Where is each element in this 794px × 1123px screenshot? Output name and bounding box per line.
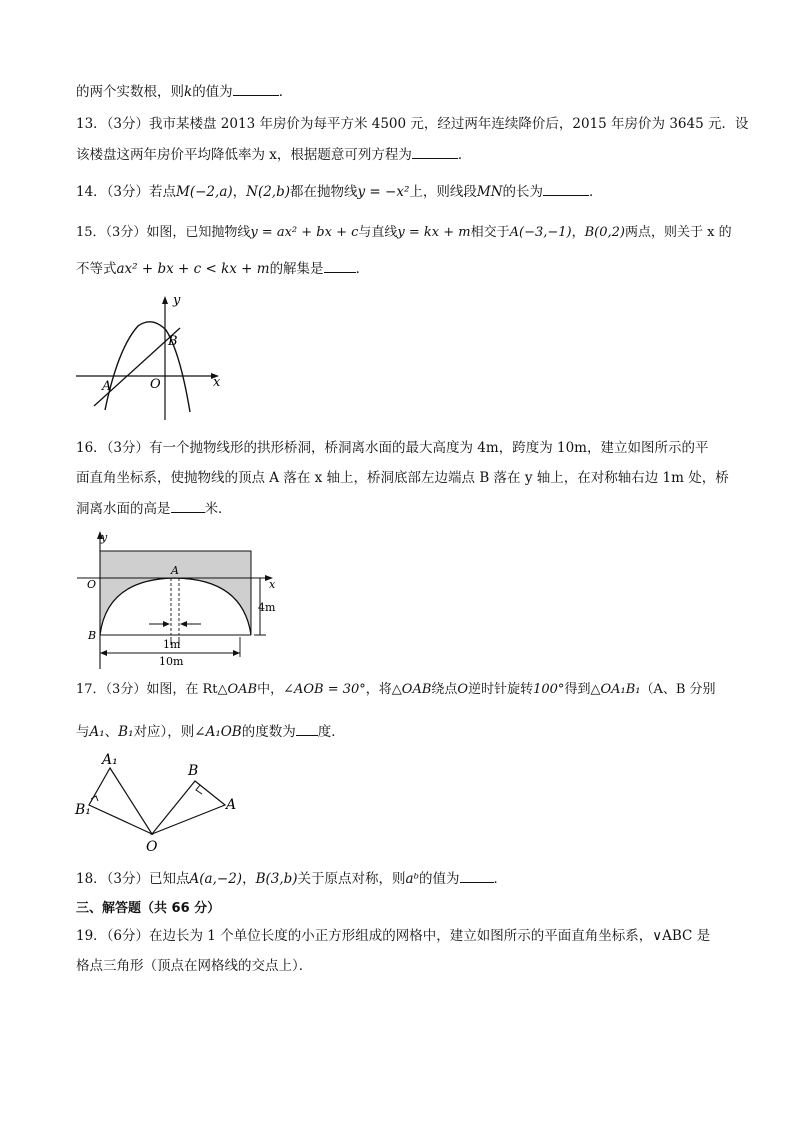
label-x: x bbox=[213, 375, 221, 390]
q14: 14．（3分）若点M(−2,a)，N(2,b)都在抛物线y = −x²上，则线段MN的长为 ． bbox=[76, 181, 603, 202]
q16-line1: 16．（3分）有一个抛物线形的拱形桥洞，桥洞离水面的最大高度为 4m，跨度为 10m，建立如图所示的平 bbox=[76, 440, 709, 456]
q16-line3: 洞离水面的高是 米． bbox=[76, 498, 232, 519]
label-y: y bbox=[101, 531, 108, 544]
q16-line2: 面直角坐标系，使抛物线的顶点 A 落在 x 轴上，桥洞底部左边端点 B 落在 y 轴上，在对称轴右边 1m 处，桥 bbox=[76, 470, 729, 486]
q15-line2: 不等式ax² + bx + c < kx + m的解集是 ． bbox=[76, 258, 369, 279]
label-O: O bbox=[87, 578, 97, 591]
label-y: y bbox=[173, 293, 181, 308]
q19-line2: 格点三角形（顶点在网格线的交点上）． bbox=[76, 958, 313, 974]
q18: 18．（3分）已知点A(a,−2)，B(3,b)关于原点对称，则aᵇ的值为 ． bbox=[76, 868, 507, 889]
triangle-OAB bbox=[152, 781, 225, 834]
y-axis-arrow bbox=[162, 296, 168, 304]
q13-line2: 该楼盘这两年房价平均降低率为 x，根据题意可列方程为 ． bbox=[76, 144, 471, 165]
label-10m: 10m bbox=[159, 655, 184, 668]
q17-line1: 17．（3分）如图，在 Rt△OAB中，∠AOB = 30°，将△OAB绕点O逆时针旋转100°得到△OA₁B₁（A、B 分别 bbox=[76, 682, 716, 697]
answer-blank[interactable] bbox=[324, 258, 356, 273]
label-A: A bbox=[226, 797, 237, 813]
section-heading: 三、解答题（共 66 分） bbox=[76, 901, 221, 916]
label-O: O bbox=[146, 839, 158, 855]
q12-tail: 的两个实数根，则k的值为 ． bbox=[76, 81, 292, 102]
figure-16-bridge-arch bbox=[75, 527, 290, 669]
q17-line2: 与A₁、B₁对应），则∠A₁OB的度数为 度． bbox=[76, 721, 345, 742]
label-A1: A₁ bbox=[102, 752, 118, 768]
arrow-right-head bbox=[180, 621, 187, 627]
label-A: A bbox=[171, 564, 179, 577]
answer-blank[interactable] bbox=[296, 721, 318, 736]
label-x: x bbox=[269, 578, 276, 591]
label-A: A bbox=[102, 379, 112, 394]
label-4m: 4m bbox=[258, 601, 276, 614]
answer-blank[interactable] bbox=[233, 81, 279, 96]
label-1m: 1m bbox=[163, 638, 181, 651]
q15-line1: 15．（3分）如图，已知抛物线y = ax² + bx + c与直线y = kx + m相交于A(−3,−1)，B(0,2)两点，则关于 x 的 bbox=[76, 225, 732, 240]
answer-blank[interactable] bbox=[460, 868, 494, 883]
q13-line1: 13．（3分）我市某楼盘 2013 年房价为每平方米 4500 元，经过两年连续降价后，2015 年房价为 3645 元．设 bbox=[76, 116, 749, 132]
label-B: B bbox=[188, 763, 199, 779]
answer-blank[interactable] bbox=[171, 498, 205, 513]
q19-line1: 19．（6分）在边长为 1 个单位长度的小正方形组成的网格中，建立如图所示的平面直角坐标系，∨ABC 是 bbox=[76, 928, 711, 944]
figure-17-rotation bbox=[72, 752, 252, 856]
label-B: B bbox=[88, 629, 97, 642]
label-B: B bbox=[168, 334, 178, 349]
answer-blank[interactable] bbox=[543, 181, 589, 196]
answer-blank[interactable] bbox=[412, 144, 458, 159]
label-O: O bbox=[150, 377, 161, 392]
triangle-OA1B1 bbox=[89, 768, 152, 834]
span-arrow-left bbox=[100, 650, 107, 656]
figure-15-parabola-line bbox=[70, 290, 230, 425]
arrow-left-head bbox=[163, 621, 170, 627]
span-arrow-right bbox=[233, 650, 240, 656]
label-B1: B₁ bbox=[75, 802, 91, 818]
